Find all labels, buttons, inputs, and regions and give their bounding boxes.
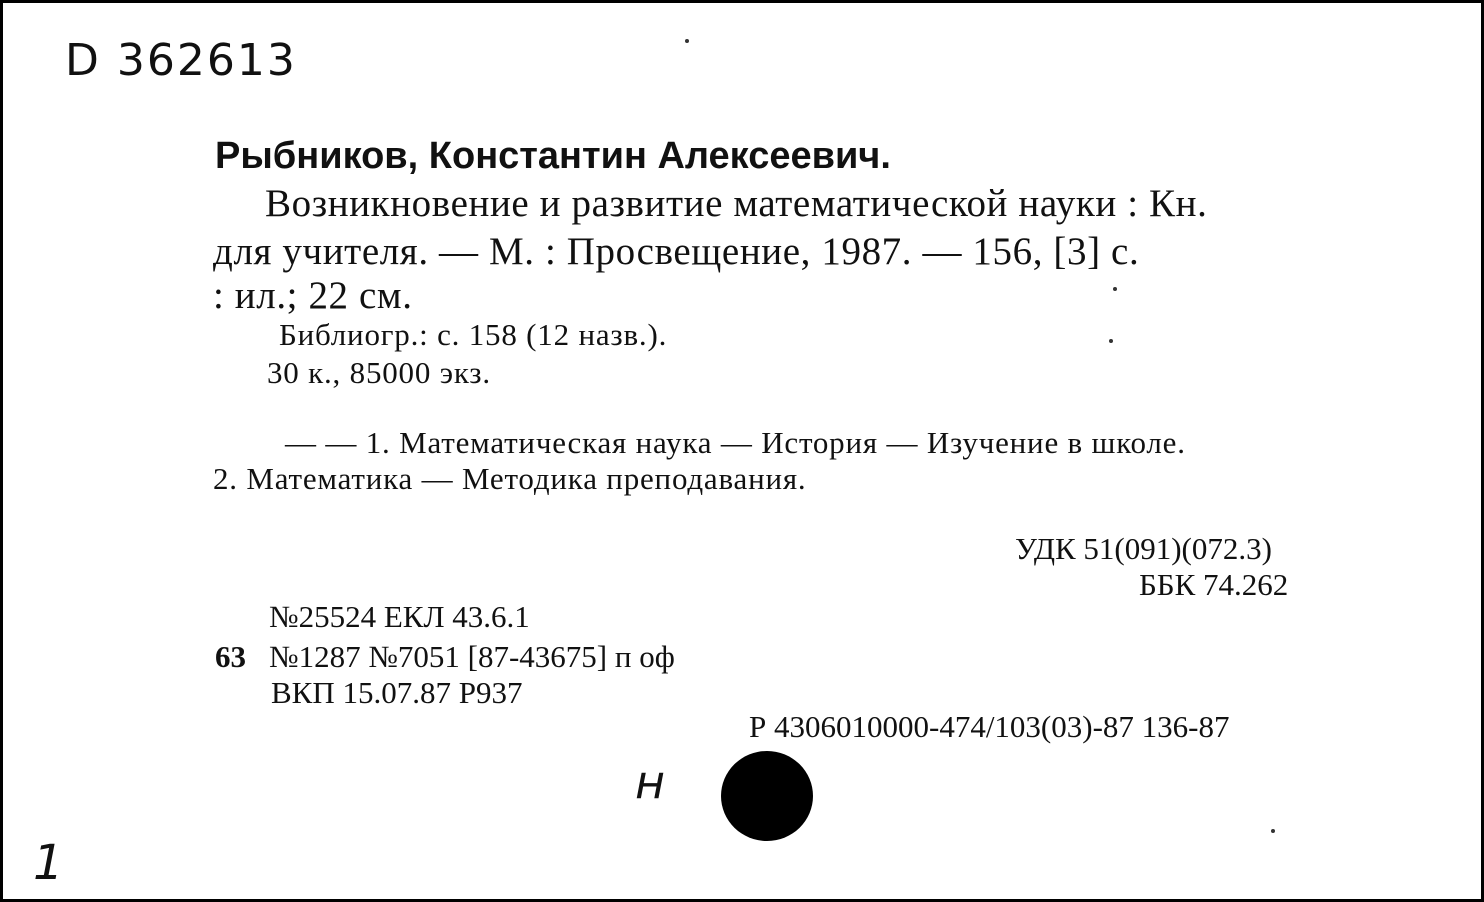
- order-line: Р 4306010000-474/103(03)-87 136-87: [749, 709, 1230, 744]
- accession-line-3: ВКП 15.07.87 Р937: [271, 675, 523, 710]
- title-line-1: Возникновение и развитие математической науки : Кн.: [265, 182, 1208, 225]
- speck-mark: [685, 39, 689, 43]
- bbk-code: ББК 74.262: [1139, 567, 1289, 602]
- corner-mark: 1: [33, 835, 64, 891]
- accession-number: 63: [215, 639, 246, 674]
- subject-line-2: 2. Математика — Методика преподавания.: [213, 461, 807, 496]
- speck-mark: [1109, 339, 1113, 343]
- title-line-3: : ил.; 22 см.: [213, 274, 413, 317]
- bibliography-note: Библиогр.: с. 158 (12 назв.).: [279, 317, 668, 352]
- speck-mark: [1271, 829, 1275, 833]
- udk-code: УДК 51(091)(072.3): [1015, 531, 1272, 566]
- title-line-2: для учителя. — М. : Просвещение, 1987. — 156, [3] с.: [213, 230, 1140, 273]
- handwritten-mark: н: [635, 755, 666, 809]
- filled-dot-mark: [721, 751, 813, 841]
- author-heading: Рыбников, Константин Алексеевич.: [215, 135, 891, 177]
- accession-line-2: №1287 №7051 [87-43675] п оф: [269, 639, 675, 674]
- price-edition: 30 к., 85000 экз.: [267, 355, 491, 390]
- subject-line-1: — — 1. Математическая наука — История — Изучение в школе.: [285, 425, 1186, 460]
- speck-mark: [1113, 287, 1117, 291]
- call-number: D 362613: [65, 35, 297, 86]
- accession-line-1: №25524 ЕКЛ 43.6.1: [269, 599, 530, 634]
